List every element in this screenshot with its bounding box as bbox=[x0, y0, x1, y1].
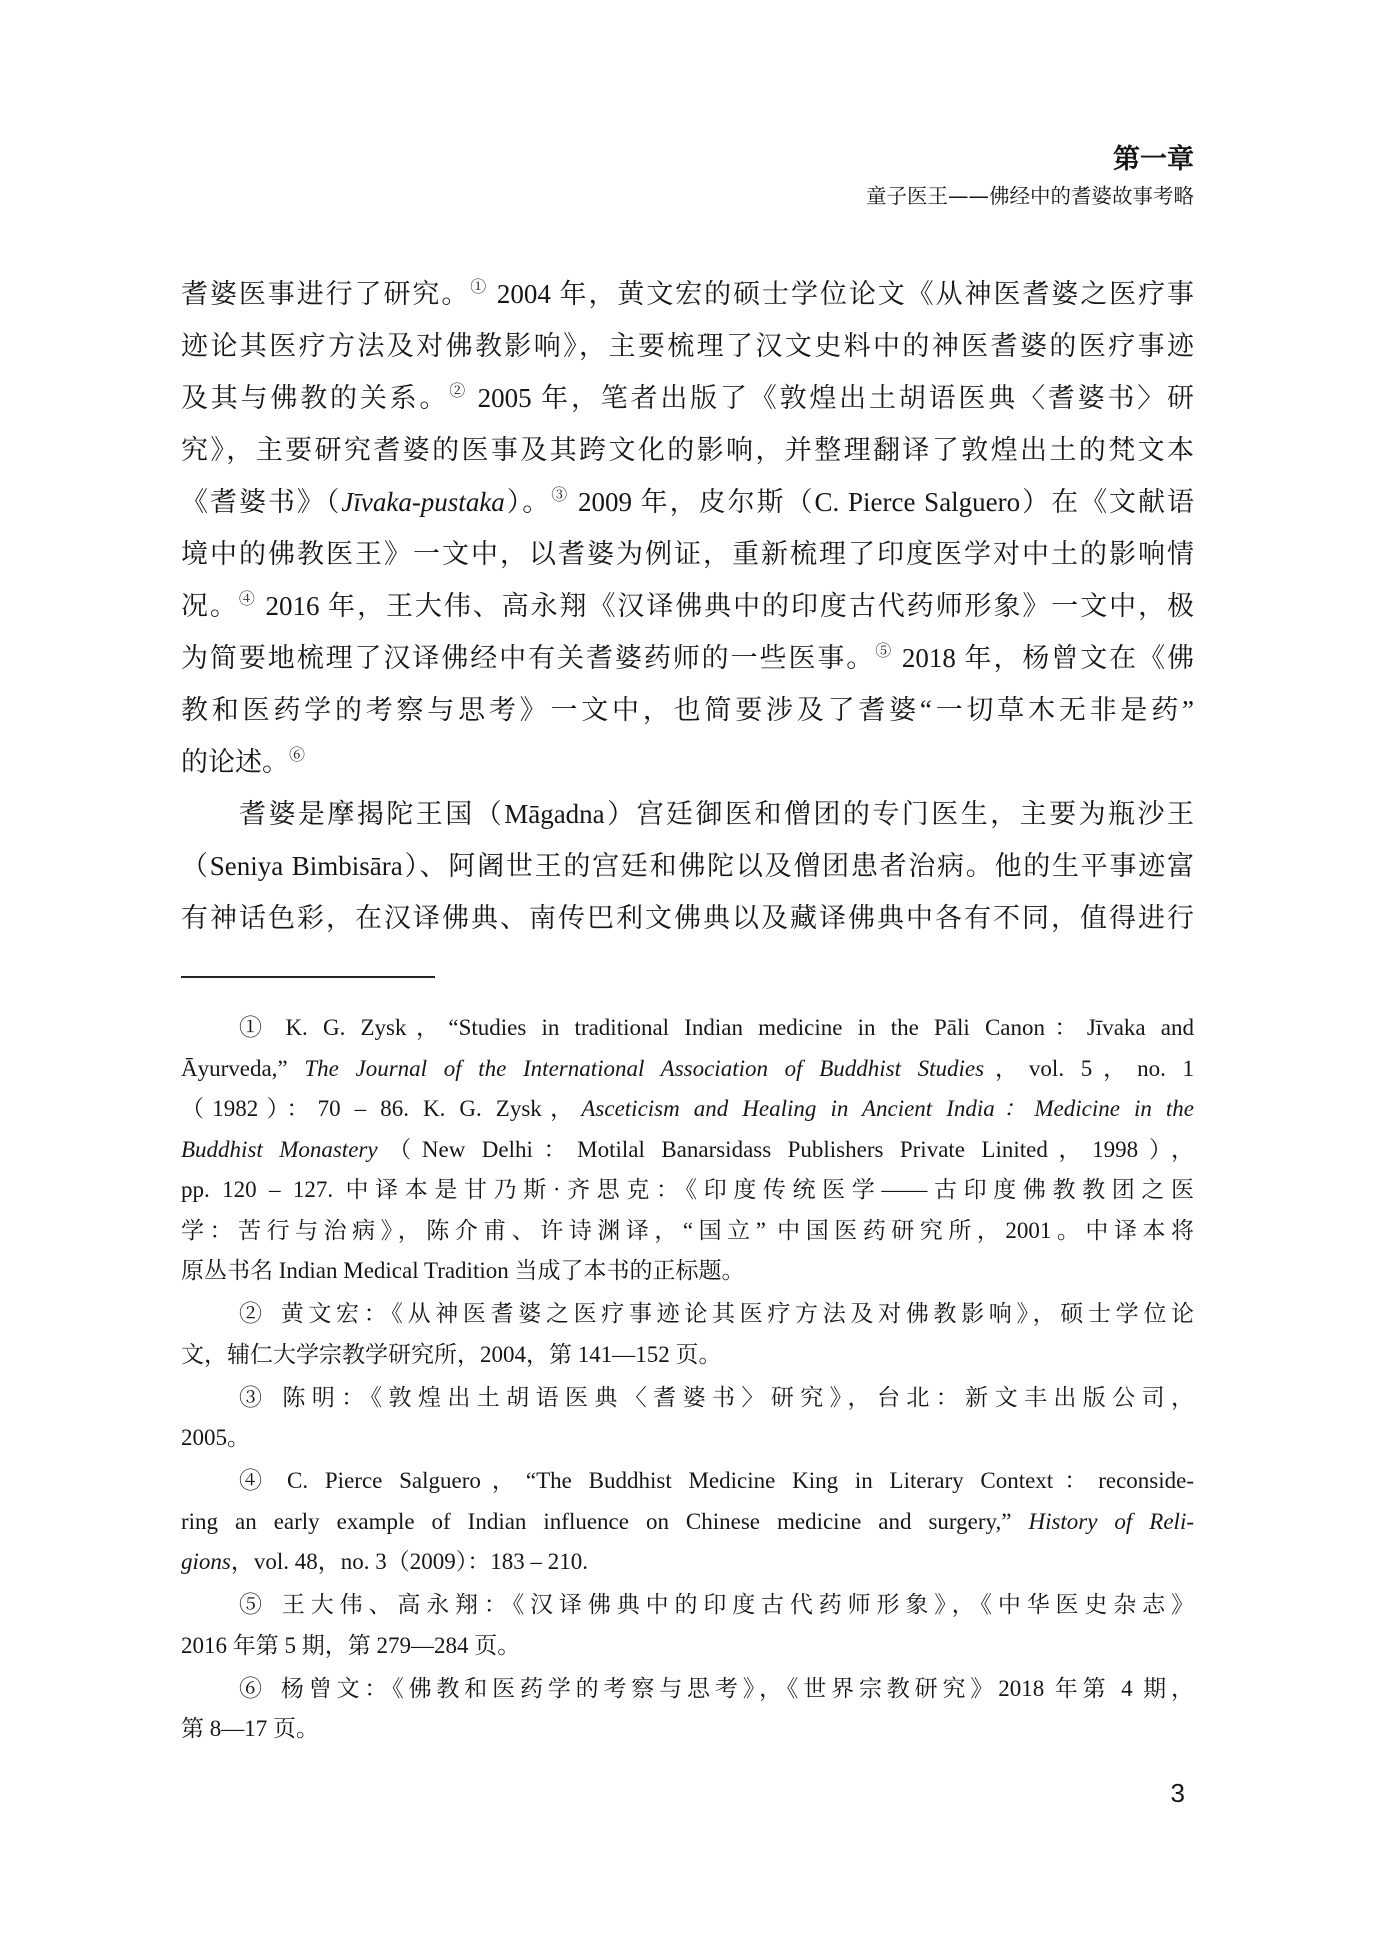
footnote-line bbox=[181, 1251, 1194, 1292]
footnote-text: 学：苦行与治病》，陈介甫、许诗渊译，“国立” 中国医药研究所，2001。中译本将 bbox=[181, 1217, 1194, 1243]
body-line bbox=[181, 684, 1194, 736]
footnote-ref-marker: ① bbox=[470, 279, 489, 296]
body-line bbox=[181, 788, 1194, 840]
italic-term: Jīvaka-pustaka bbox=[341, 487, 505, 517]
body-line bbox=[181, 320, 1194, 372]
footnote-marker: ⑥ bbox=[239, 1675, 267, 1701]
running-head-chapter: 第一章 bbox=[1113, 144, 1194, 174]
footnote-text: 原丛书名 Indian Medical Tradition 当成了本书的正标题。 bbox=[181, 1258, 745, 1283]
footnote-text: ，vol. 48，no. 3（2009）：183 – 210. bbox=[230, 1549, 588, 1574]
footnote-line bbox=[181, 1669, 1194, 1710]
body-text: 的论述。 bbox=[181, 747, 289, 777]
footnote-line bbox=[181, 1418, 1194, 1459]
body-line bbox=[181, 632, 1194, 684]
footnote-text: ，vol. 5，no. 1 bbox=[984, 1055, 1194, 1081]
footnote-text: 陈明：《敦煌出土胡语医典〈耆婆书〉研究》，台北：新文丰出版公司， bbox=[282, 1384, 1194, 1410]
body-text: 教和医药学的考察与思考》一文中，也简要涉及了耆婆“一切草木无非是药” bbox=[181, 695, 1194, 725]
footnote-text: K. G. Zysk，“Studies in traditional Indian medicine in the Pāli Canon：Jīvaka and bbox=[285, 1015, 1195, 1040]
running-head-title: 童子医王——佛经中的耆婆故事考略 bbox=[866, 184, 1194, 208]
footnote bbox=[181, 1585, 1194, 1666]
footnote-text: 文，辅仁大学宗教学研究所，2004，第 141—152 页。 bbox=[181, 1341, 722, 1367]
footnote-line bbox=[181, 1294, 1194, 1335]
body-text: 《耆婆书》（ bbox=[181, 487, 342, 517]
footnote-text: 黄文宏：《从神医耆婆之医疗事迹论其医疗方法及对佛教影响》，硕士学位论 bbox=[280, 1301, 1195, 1326]
body-line bbox=[181, 840, 1194, 892]
footnote-marker: ③ bbox=[239, 1384, 269, 1410]
footnote-line bbox=[181, 1170, 1194, 1211]
main-text bbox=[181, 268, 1194, 944]
body-text: 究》，主要研究耆婆的医事及其跨文化的影响，并整理翻译了敦煌出土的梵文本 bbox=[181, 435, 1194, 465]
body-text: 2016 年，王大伟、高永翔《汉译佛典中的印度古代药师形象》一文中，极 bbox=[256, 591, 1195, 621]
footnote bbox=[181, 1669, 1194, 1750]
footnote-text: 2005。 bbox=[181, 1425, 250, 1450]
body-line bbox=[181, 424, 1194, 476]
body-text: 迹论其医疗方法及对佛教影响》，主要梳理了汉文史料中的神医耆婆的医疗事迹 bbox=[181, 331, 1194, 361]
body-text: 为简要地梳理了汉译佛经中有关耆婆药师的一些医事。 bbox=[181, 643, 876, 673]
footnote bbox=[181, 1294, 1194, 1375]
body-line bbox=[181, 580, 1194, 632]
footnote bbox=[181, 1378, 1194, 1459]
footnote-line bbox=[181, 1461, 1194, 1502]
footnote-text: 2016 年第 5 期，第 279—284 页。 bbox=[181, 1632, 521, 1658]
body-text: 2018 年，杨曾文在《佛 bbox=[893, 643, 1195, 673]
footnote-text: 杨曾文：《佛教和医药学的考察与思考》，《世界宗教研究》2018 年第 4 期， bbox=[280, 1675, 1195, 1701]
footnote-line bbox=[181, 1335, 1194, 1376]
footnote-text: pp. 120 – 127. 中译本是甘乃斯·齐思克：《印度传统医学——古印度佛教教团之医 bbox=[181, 1177, 1194, 1202]
footnote-line bbox=[181, 1211, 1194, 1252]
footnote-text: C. Pierce Salguero，“The Buddhist Medicine King in Literary Context：reconside- bbox=[287, 1468, 1195, 1493]
body-line bbox=[181, 372, 1194, 424]
footnote-ref-marker: ④ bbox=[238, 591, 257, 608]
body-text: 有神话色彩，在汉译佛典、南传巴利文佛典以及藏译佛典中各有不同，值得进行 bbox=[181, 903, 1194, 933]
footnote-line bbox=[181, 1008, 1194, 1049]
footnote-line bbox=[181, 1130, 1194, 1171]
footnote-line bbox=[181, 1089, 1194, 1130]
body-text: 耆婆是摩揭陀王国（Māgadna）宫廷御医和僧团的专门医生，主要为瓶沙王 bbox=[239, 799, 1194, 829]
footnote-ref-marker: ⑤ bbox=[875, 643, 894, 660]
body-line bbox=[181, 268, 1194, 320]
footnote-ref-marker: ② bbox=[449, 383, 469, 400]
body-line bbox=[181, 528, 1194, 580]
footnote-marker: ⑤ bbox=[239, 1592, 268, 1617]
page-number: 3 bbox=[1170, 1778, 1185, 1808]
body-line bbox=[181, 476, 1194, 528]
footnote-text: （1982）：70 – 86. K. G. Zysk， bbox=[181, 1096, 582, 1121]
italic-title: Buddhist Monastery bbox=[181, 1136, 378, 1162]
body-text: 2009 年，皮尔斯（C. Pierce Salguero）在《文献语 bbox=[569, 487, 1195, 517]
body-text: ）。 bbox=[504, 487, 552, 517]
footnote-line bbox=[181, 1709, 1194, 1750]
footnote-separator bbox=[181, 976, 435, 978]
footnote-text: （New Delhi：Motilal Banarsidass Publishers Private Linited，1998）， bbox=[377, 1136, 1195, 1162]
body-text: 境中的佛教医王》一文中，以耆婆为例证，重新梳理了印度医学对中土的影响情 bbox=[181, 539, 1194, 569]
body-text: 耆婆医事进行了研究。 bbox=[181, 279, 471, 309]
footnote-line bbox=[181, 1378, 1194, 1419]
footnote-text: ring an early example of Indian influence on Chinese medicine and surgery,” bbox=[181, 1508, 1029, 1534]
body-text: 及其与佛教的关系。 bbox=[181, 383, 450, 413]
body-text: （Seniya Bimbisāra）、阿阇世王的宫廷和佛陀以及僧团患者治病。他的生平事迹富 bbox=[181, 851, 1194, 881]
footnote bbox=[181, 1008, 1194, 1292]
footnote-line bbox=[181, 1049, 1194, 1090]
body-line bbox=[181, 892, 1194, 944]
footnote bbox=[181, 1461, 1194, 1583]
footnote-line bbox=[181, 1626, 1194, 1667]
footnotes bbox=[181, 1008, 1194, 1750]
footnote-marker: ① bbox=[239, 1015, 272, 1040]
body-text: 2004 年，黄文宏的硕士学位论文《从神医耆婆之医疗事 bbox=[488, 279, 1195, 309]
footnote-text: 王大伟、高永翔：《汉译佛典中的印度古代药师形象》，《中华医史杂志》 bbox=[281, 1592, 1195, 1617]
italic-title: Asceticism and Healing in Ancient India：Medicine in the bbox=[581, 1096, 1194, 1121]
body-text: 况。 bbox=[181, 591, 239, 621]
footnote-ref-marker: ③ bbox=[551, 487, 570, 504]
body-text: 2005 年，笔者出版了《敦煌出土胡语医典〈耆婆书〉研 bbox=[468, 383, 1195, 413]
footnote-line bbox=[181, 1502, 1194, 1543]
body-line bbox=[181, 736, 1194, 788]
footnote-marker: ② bbox=[239, 1301, 267, 1326]
italic-title: The Journal of the International Association of Buddhist Studies bbox=[304, 1055, 985, 1081]
footnote-line bbox=[181, 1542, 1194, 1583]
footnote-line bbox=[181, 1585, 1194, 1626]
footnote-ref-marker: ⑥ bbox=[289, 747, 306, 764]
italic-title: History of Reli- bbox=[1028, 1508, 1194, 1534]
footnote-text: Āyurveda,” bbox=[181, 1055, 305, 1081]
footnote-marker: ④ bbox=[239, 1468, 274, 1493]
footnote-text: 第 8—17 页。 bbox=[181, 1716, 319, 1741]
italic-title: gions bbox=[181, 1549, 231, 1574]
